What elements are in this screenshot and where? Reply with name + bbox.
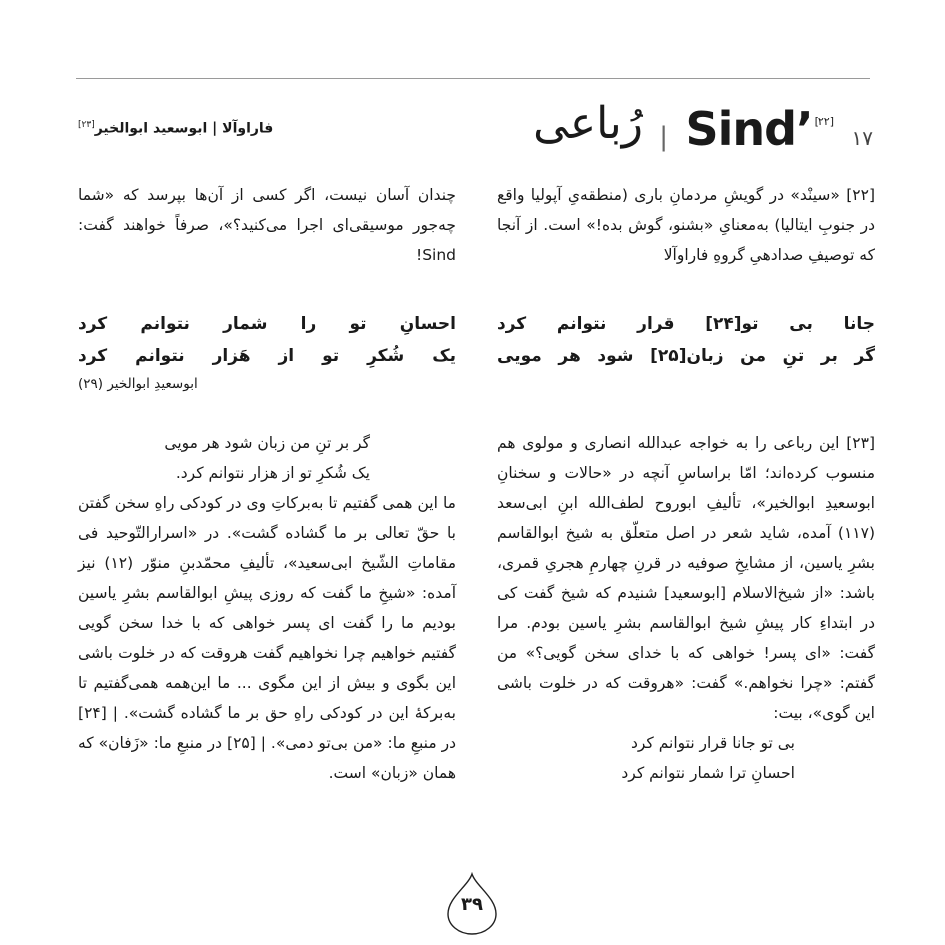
right-poem-line-1: بی تو جانا قرار نتوانم کرد [630,734,795,752]
latin-title [686,102,833,156]
header-rule [76,78,870,79]
header-page-number: ۱۷ [851,126,873,150]
left-header [78,120,288,137]
header-separator: | [659,122,668,152]
right-verse [497,308,875,372]
left-intro-block [78,180,456,270]
left-verse [78,308,456,396]
footer-page-badge [440,872,504,936]
note-23-block [497,428,875,788]
verse-attribution: ابوسعیدِ ابوالخیر (۲۹) [78,376,198,392]
right-poem-line-2: احسانِ ترا شمار نتوانم کرد [621,764,795,782]
page-header [533,96,873,168]
latin-title-text: Sind’ [685,102,813,156]
note-22: [۲۲] «سینْد» در گویشِ مردمانِ باری (منطقه‌یِ آپولیا واقع در جنوبِ ایتالیا) به‌معنایِ «بشنو، گوش بده!» است. از آنجا که توصیفِ صدادهیِ گروهِ فاراوآلا [497,186,875,264]
footer-page-number: ۳۹ [461,894,483,915]
latin-title-ref: [۲۲] [814,114,833,128]
left-note-block [78,428,456,788]
left-verse-line-2: یک شُکرِ تو از هَزار نتوانم کرد [78,346,456,366]
left-poem-line-1: گر بر تنِ من زبان شود هر مویی [164,434,370,452]
right-verse-line-2: گر بر تنِ من زبان[۲۵] شود هر مویی [497,346,875,366]
left-verse-line-1: احسانِ تو را شمار نتوانم کرد [78,314,456,334]
left-intro: چندان آسان نیست، اگر کسی از آن‌ها بپرسد که «شما چه‌جور موسیقی‌ای اجرا می‌کنید؟»، صرفاً خواهند گفت: Sind! [78,186,456,264]
left-poem-line-2: یک شُکرِ تو از هزار نتوانم کرد. [175,464,370,482]
persian-title: رُباعی [533,98,643,149]
right-verse-line-1: جانا بی تو[۲۴] قرار نتوانم کرد [497,314,875,334]
left-header-ref: [۲۳] [78,120,95,130]
right-column [497,180,875,270]
left-header-text: فاراوآلا | ابوسعید ابوالخیر [94,120,274,137]
note-23: [۲۳] این رباعی را به خواجه عبدالله انصاری و مولوی هم منسوب کرده‌اند؛ امّا براساسِ آنچه در «حالات و سخنانِ ابوسعیدِ ابوالخیر»، تألیفِ ابوروح لطف‌الله ابنِ ابی‌سعد (۱۱۷) آمده، شاید شعر در اصل متعلّق به شیخ ابوالقاسم بشرِ یاسین، از مشایخِ صوفیه در قرنِ چهارمِ هجریِ قمری، باشد: «از شیخ‌الاسلام [ابوسعید] شنیدم که شیخ گفت کی در ابتداءِ کار پیشِ شیخ ابوالقاسم بشرِ یاسین بودم. مرا گفت: «ای پسر! خواهی که با خدای سخن گویی؟» من گفتم: «چرا نخواهم.» گفت: «هروقت که در خلوت باشی این گوی»، بیت: [497,434,875,722]
note-continuation: ما این همی گفتیم تا به‌برکاتِ وی در کودکی راهِ سخن گفتن با حقّ تعالی بر ما گشاده گشت». در «اسرارالتّوحید فی مقاماتِ الشّیخ ابی‌سعید»، تألیفِ محمّدبنِ منوّر (۱۲) نیز آمده: «شیخِ ما گفت که روزی پیشِ ابوالقاسم بشرِ یاسین بودیم ما را گفت ای پسر خواهی که با خدا سخن گویی گفتیم خواهیم چرا نخواهیم گفت هروقت که در خلوت باشی این بگوی و بیش از این مگوی ... ما این‌همه همی‌گفتیم تا به‌برکهٔ این در کودکی راهِ حق بر ما گشاده گشت». | [۲۴] در منبعِ ما: «من بی‌تو دمی». | [۲۵] در منبعِ ما: «زَفان» که همان «زبان» است. [78,494,456,782]
